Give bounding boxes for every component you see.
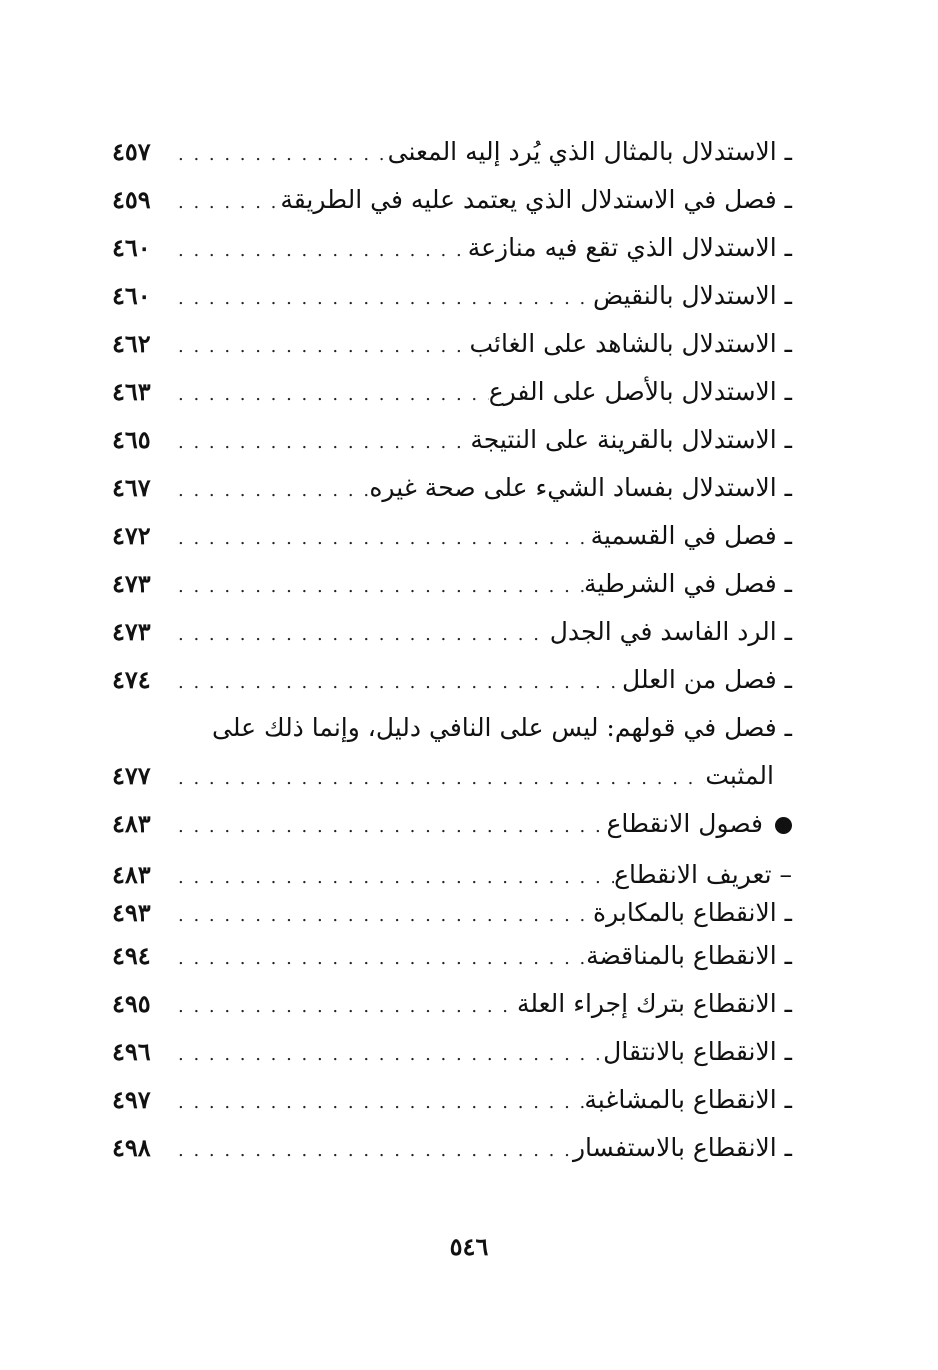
toc-entry-page: ٤٨٣	[112, 860, 151, 889]
leader-dots	[166, 179, 280, 227]
toc-entry-title: ـ الاستدلال بالمثال الذي يُرد إليه المعنى	[387, 137, 792, 166]
toc-entry-title: ـ الانقطاع بالانتقال	[603, 1037, 792, 1066]
toc-entry-page: ٤٧٣	[112, 569, 151, 598]
toc-entry	[112, 176, 792, 224]
leader-dots	[166, 897, 593, 935]
toc-entry	[112, 608, 792, 656]
toc-entry-title: ـ الرد الفاسد في الجدل	[549, 617, 792, 646]
toc-entry-title: ـ الاستدلال بالقرينة على النتيجة	[470, 425, 792, 454]
toc-entry	[112, 894, 792, 932]
leader-dots	[166, 803, 606, 851]
toc-entry-page: ٤٩٦	[112, 1037, 151, 1066]
toc-entry-multiline	[112, 704, 792, 800]
leader-dots	[166, 515, 591, 563]
toc-entry-page: ٤٦٣	[112, 377, 151, 406]
toc-entry-title: ـ فصل من العلل	[622, 665, 792, 694]
leader-dots	[166, 1031, 603, 1079]
toc-entry-page: ٤٦٠	[112, 281, 151, 310]
toc-entry	[112, 856, 792, 894]
toc-entry-title-line1: ـ فصل في قولهم: ليس على النافي دليل، وإنما ذلك على	[212, 713, 792, 742]
leader-dots	[166, 983, 517, 1031]
toc-entry-page: ٤٩٣	[112, 898, 151, 927]
leader-dots	[166, 659, 622, 707]
leader-dots	[166, 935, 586, 983]
leader-dots	[166, 467, 369, 515]
toc-entry-title: ـ فصل في القسمية	[590, 521, 792, 550]
toc-entry	[112, 1124, 792, 1172]
toc-entry-page: ٤٩٤	[112, 941, 151, 970]
leader-dots	[166, 227, 468, 275]
toc-entry	[112, 320, 792, 368]
toc-entry-title: – تعريف الانقطاع	[614, 860, 792, 889]
toc-entry-page: ٤٧٤	[112, 665, 151, 694]
toc-entry-title: ـ الاستدلال بالشاهد على الغائب	[469, 329, 792, 358]
toc-entry-page: ٤٧٣	[112, 617, 151, 646]
toc-entry-title-line2: المثبت	[705, 761, 774, 790]
toc-entry	[112, 980, 792, 1028]
toc-entry-page: ٤٨٣	[112, 809, 151, 838]
toc-entry	[112, 368, 792, 416]
bullet-icon	[775, 817, 792, 834]
toc-entry-title: ـ فصل في الاستدلال الذي يعتمد عليه في الطريقة	[280, 185, 792, 214]
toc-entry	[112, 416, 792, 464]
toc-entry-page: ٤٩٧	[112, 1085, 151, 1114]
leader-dots	[166, 131, 388, 179]
leader-dots	[166, 755, 705, 803]
toc-entry	[112, 1076, 792, 1124]
leader-dots	[166, 1127, 573, 1175]
leader-dots	[166, 611, 550, 659]
toc-section-heading	[112, 800, 792, 848]
leader-dots	[166, 275, 593, 323]
toc-entry-title: ـ الانقطاع بالاستفسار	[572, 1133, 792, 1162]
toc-entry-page: ٤٩٨	[112, 1133, 151, 1162]
toc-entry	[112, 128, 792, 176]
toc-entry-line2	[112, 752, 792, 800]
toc-entry-page: ٤٧٧	[112, 761, 151, 790]
toc-entry	[112, 464, 792, 512]
toc-entry	[112, 272, 792, 320]
toc-entry-title: ـ الانقطاع بترك إجراء العلة	[516, 989, 792, 1018]
toc-entry-page: ٤٦٢	[112, 329, 151, 358]
toc-entry-page: ٤٧٢	[112, 521, 151, 550]
leader-dots	[166, 1079, 584, 1127]
toc-entry-title: ـ الاستدلال بالنقيض	[592, 281, 792, 310]
toc-entry	[112, 512, 792, 560]
toc-entry-title: ـ الانقطاع بالمناقضة	[586, 941, 792, 970]
page-number: ٥٤٦	[449, 1232, 489, 1261]
toc-entry	[112, 932, 792, 980]
leader-dots	[166, 419, 470, 467]
toc-entry	[112, 656, 792, 704]
toc-entry-title: ـ الانقطاع بالمكابرة	[593, 898, 792, 927]
leader-dots	[166, 859, 614, 897]
toc-entry	[112, 1028, 792, 1076]
toc-entry-page: ٤٩٥	[112, 989, 151, 1018]
table-of-contents	[112, 128, 792, 1172]
toc-entry-page: ٤٦٧	[112, 473, 151, 502]
toc-entry-title: ـ الاستدلال بفساد الشيء على صحة غيره	[369, 473, 792, 502]
toc-entry-page: ٤٦٠	[112, 233, 151, 262]
toc-entry-page: ٤٦٥	[112, 425, 151, 454]
toc-entry-title: ـ فصل في الشرطية	[583, 569, 792, 598]
toc-entry-page: ٤٥٧	[112, 137, 151, 166]
toc-entry-title: ـ الاستدلال بالأصل على الفرع	[488, 377, 792, 406]
leader-dots	[166, 563, 584, 611]
toc-entry-title: ـ الاستدلال الذي تقع فيه منازعة	[467, 233, 792, 262]
toc-entry	[112, 224, 792, 272]
section-title: فصول الانقطاع	[606, 809, 763, 838]
toc-entry	[112, 560, 792, 608]
toc-entry-page: ٤٥٩	[112, 185, 151, 214]
leader-dots	[166, 371, 489, 419]
toc-entry-title: ـ الانقطاع بالمشاغبة	[584, 1085, 792, 1114]
leader-dots	[166, 323, 469, 371]
